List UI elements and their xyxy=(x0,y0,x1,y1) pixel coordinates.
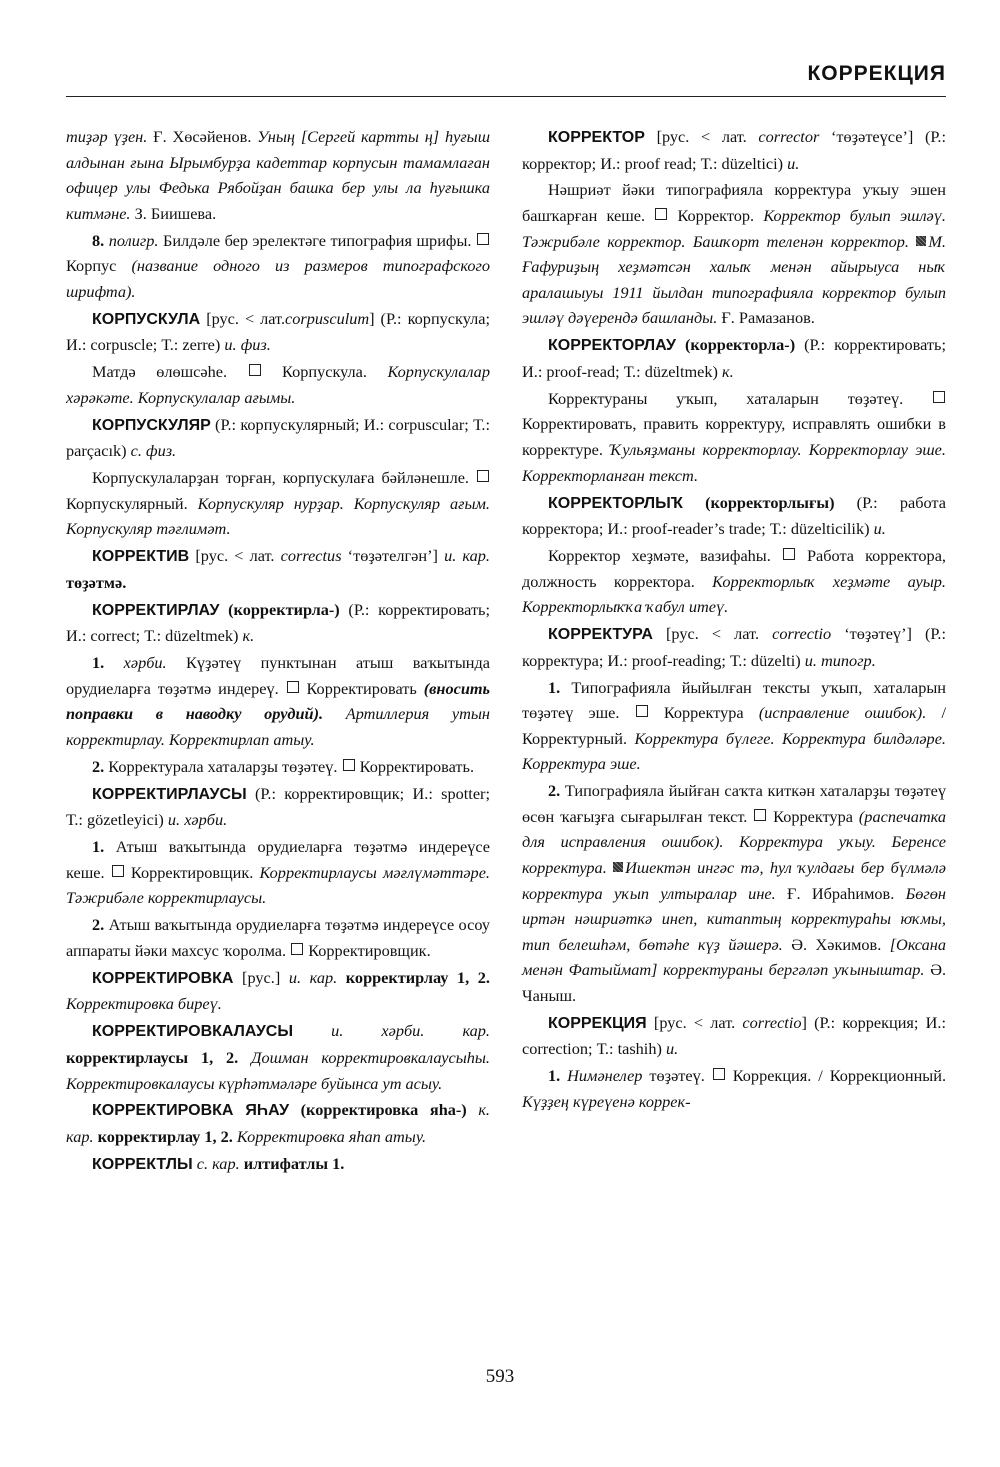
domain-label: хәрби. xyxy=(123,653,167,673)
running-head: КОРРЕКЦИЯ xyxy=(807,62,946,85)
translation-square-icon xyxy=(343,759,355,771)
definition: Күҙәтеү пунктынан атыш ваҡытында орудиеларға төҙәтмә индереү. xyxy=(66,653,490,698)
stem-form: (корректирла-) xyxy=(228,599,340,619)
translation-note: (исправление ошибок). xyxy=(758,703,927,723)
entry-heading-paragraph xyxy=(66,1097,490,1149)
definition: Нәшриәт йәки типографияла корректура уҡыу эшен башҡарған кеше. xyxy=(522,180,946,226)
headword: КОРРЕКТИРЛАУСЫ xyxy=(92,785,247,803)
sense-paragraph xyxy=(522,1063,946,1114)
equivalents: ‘төҙәтеү’] (Р.: корректура; И.: proof-reading; Т.: düzelti) xyxy=(522,624,947,670)
translation-square-icon xyxy=(636,705,648,717)
literary-quote-icon xyxy=(916,236,926,246)
cross-reference: корректирлау 1, 2. xyxy=(97,1127,233,1147)
etymon: correctus xyxy=(280,546,342,566)
translation-square-icon xyxy=(713,1068,725,1080)
translation: Корректировать xyxy=(306,678,417,698)
etymon: corpusculum xyxy=(285,308,370,328)
translation-square-icon xyxy=(291,943,303,955)
sense-number: 2. xyxy=(548,781,561,801)
entry-heading-paragraph xyxy=(522,490,946,542)
citation-author: Ә. Хәкимов. xyxy=(791,934,882,954)
headword: КОРРЕКТИРОВКАЛАУСЫ xyxy=(92,1023,293,1041)
definition-paragraph xyxy=(522,386,946,488)
translation-note: (название одного из размеров типографского шрифта). xyxy=(66,256,490,301)
sense-number: 1. xyxy=(548,677,561,697)
sense-number: 2. xyxy=(92,756,105,776)
entry-heading-paragraph xyxy=(522,124,946,176)
page-number: 593 xyxy=(485,1366,515,1387)
translation: Корректор. xyxy=(677,206,755,226)
etymology: [рус. < лат. xyxy=(206,308,286,328)
headword: КОРПУСКУЛЯР xyxy=(92,416,211,434)
quote-text: Бөгөн иртән нәшриәткә инеп, китаптың корректураһы юҡмы, тип белешһәм, бөтәһе күҙ йәшерә. xyxy=(522,883,946,954)
stem-form: (корректорла-) xyxy=(684,335,796,355)
grammar-label: и. xyxy=(787,153,800,173)
grammar-label: и. xyxy=(873,519,886,539)
cross-reference: илтифатлы 1. xyxy=(243,1153,345,1173)
translation: Корректировщик. xyxy=(130,862,254,882)
entry-heading-paragraph xyxy=(66,306,490,358)
example-text: Корпускулалар хәрәкәте. Корпускулалар ағымы. xyxy=(66,362,490,407)
sense-paragraph xyxy=(66,650,490,752)
citation-author: Ғ. Ибраһимов. xyxy=(787,883,895,903)
grammar-label: и. xyxy=(665,1039,679,1059)
definition: Корректураны уҡып, хаталарын төҙәтеү. xyxy=(548,388,904,408)
grammar-label: к. xyxy=(242,626,255,646)
entry-heading-paragraph xyxy=(66,412,490,464)
example-text: Корректировка биреү. xyxy=(66,994,222,1014)
definition: Атыш ваҡытында орудиеларға төҙәтмә индереүсе осоу аппараты йәки махсус ҡоролма. xyxy=(66,915,490,960)
headword: КОРРЕКТОР xyxy=(548,129,645,146)
example-text: Корректор булып эшләү. Тәжрибәле корректор. Башҡорт теленән корректор. xyxy=(522,206,946,251)
headword: КОРРЕКТИРОВКА ЯҺАУ xyxy=(92,1102,290,1120)
left-column xyxy=(66,124,490,1179)
headword: КОРРЕКТИРЛАУ xyxy=(92,601,220,619)
entry-heading-paragraph xyxy=(66,1018,490,1096)
sense-paragraph xyxy=(522,778,946,1008)
definition: Типографияла йыйылған тексты уҡып, хаталарын төҙәтеү эше. xyxy=(522,677,946,723)
grammar-label: и. хәрби. кар. xyxy=(331,1021,491,1041)
translation-square-icon xyxy=(933,391,945,403)
cross-reference: төҙәтмә. xyxy=(66,572,127,592)
entry-heading-paragraph xyxy=(66,965,490,1017)
definition: Атыш ваҡытында орудиеларға төҙәтмә индереүсе кеше. xyxy=(66,837,490,882)
citation-author: Ә. Чаныш. xyxy=(522,960,947,1005)
derived-translation: / Корректурный. xyxy=(522,703,947,748)
definition: Типографияла йыйған саҡта киткән хаталарҙы төҙәтеү өсөн ҡағыҙға сығарылған текст. xyxy=(522,781,946,826)
translation: Работа корректора, должность корректора. xyxy=(522,545,946,591)
stem-form: (корректировка яһа-) xyxy=(300,1100,467,1120)
example-text: Күҙҙең күреүенә коррек- xyxy=(522,1091,691,1111)
sense-number: 2. xyxy=(92,915,105,935)
etymology: [рус. < лат. xyxy=(195,546,275,566)
sense-paragraph xyxy=(66,834,490,911)
grammar-label: с. кар. xyxy=(196,1153,240,1173)
definition: Билдәле бер эрелектәге типография шрифы. xyxy=(163,230,472,250)
example-text: Корректорлыҡ хеҙмәте ауыр. Корректорлыҡҡа ҡабул итеү. xyxy=(522,571,946,617)
sense-number: 8. xyxy=(92,230,105,250)
example-text: Корректура бүлеге. Корректура билдәләре. Корректура эше. xyxy=(522,728,946,774)
headword: КОРРЕКТИРОВКА xyxy=(92,969,234,987)
domain-label: полигр. xyxy=(108,230,159,250)
sense-number: 1. xyxy=(92,653,105,673)
example-text: Корпускуляр нурҙар. Корпускуляр ағым. Корпускуляр тәғлимәт. xyxy=(66,493,490,539)
grammar-label: и. хәрби. xyxy=(167,810,228,830)
grammar-label: с. физ. xyxy=(130,441,177,461)
definition-paragraph xyxy=(522,543,946,620)
definition-paragraph xyxy=(522,177,946,331)
translation: Корпускулярный. xyxy=(66,493,188,513)
equivalents: (Р.: корпускулярный; И.: corpuscular; Т.: parçacık) xyxy=(66,414,490,461)
definition: Корректор хеҙмәте, вазифаһы. xyxy=(548,545,771,565)
headword: КОРРЕКТОРЛЫҠ xyxy=(548,494,683,512)
entry-heading-paragraph xyxy=(66,543,490,595)
translation: Корректировщик. xyxy=(308,940,431,960)
cross-reference: корректирлау 1, 2. xyxy=(345,967,490,987)
translation: Корректировать, править корректуру, исправлять ошибки в корректуре. xyxy=(522,414,946,460)
citation-author: Ғ. Рамазанов. xyxy=(721,308,815,328)
definition-paragraph xyxy=(66,359,490,410)
translation-square-icon xyxy=(477,470,489,482)
example-text: Ҡульяҙманы корректорлау. Корректорлау эше. Корректорланған текст. xyxy=(522,440,946,485)
entry-heading-paragraph xyxy=(522,621,946,673)
entry-heading-paragraph xyxy=(522,332,946,384)
example-text: Корректура уҡыу. Беренсе корректура. xyxy=(522,832,946,877)
cross-reference: корректирлаусы 1, 2. xyxy=(66,1047,239,1067)
translation: Корректура xyxy=(663,703,744,723)
translation-square-icon xyxy=(287,681,299,693)
sense-number: 1. xyxy=(92,837,105,857)
definition: төҙәтеү. xyxy=(649,1066,705,1086)
translation: Корпус xyxy=(66,256,117,276)
example-text: Корректирлаусы мәғлүмәттәре. Тәжрибәле корректирлаусы. xyxy=(66,862,490,908)
headword: КОРРЕКТОРЛАУ xyxy=(548,337,676,355)
example-text: Уның [Сергей картты ң] һуғыш алдынан ғына Ырымбурҙа кадеттар корпусын тамамлаған офицер улы Федька Рябойҙан башка бер улы ла һуғышка китмәне. xyxy=(66,127,490,223)
entry-heading-paragraph xyxy=(522,1010,946,1062)
equivalents: (Р.: корректировщик; И.: spotter; Т.: gözetleyici) xyxy=(66,783,490,830)
headword: КОРРЕКТЛЫ xyxy=(92,1155,193,1173)
entry-heading-paragraph xyxy=(66,781,490,833)
headword: КОРПУСКУЛА xyxy=(92,310,201,328)
etymon: correctio xyxy=(742,1012,802,1032)
citation-author: З. Биишева. xyxy=(134,203,217,223)
headword: КОРРЕКТИВ xyxy=(92,548,190,566)
translation-square-icon xyxy=(249,364,261,376)
definition-object: Нимәнелер xyxy=(567,1066,643,1086)
definition: Корректурала хаталарҙы төҙәтеү. xyxy=(108,756,338,776)
sense-number: 1. xyxy=(548,1066,561,1086)
quote-text: [Оксана менән Фатыймат] корректураны бергәләп уҡыныштар. xyxy=(522,934,946,980)
literary-quote-icon xyxy=(613,862,623,872)
example-text: Артиллерия утын корректирлау. Корректирлап атыу. xyxy=(66,704,491,750)
equivalents: (Р.: корректировать; И.: proof-read; Т.: düzeltmek) xyxy=(522,335,946,381)
right-column xyxy=(522,124,946,1116)
etymology: [рус.] xyxy=(242,967,281,987)
translation-square-icon xyxy=(783,548,795,560)
grammar-label: и. физ. xyxy=(224,335,271,355)
etymology: [рус. < лат. xyxy=(666,624,760,644)
translation: Корректировать. xyxy=(359,756,475,776)
example-text: Корректировка яһап атыу. xyxy=(236,1127,427,1147)
entry-continuation xyxy=(66,124,490,226)
quote-text: М. Ғафуриҙың хеҙмәтсән халыҡ менән айырыуса ныҡ аралашыуы 1911 йылдан типографияла корректор булып эшләү дәүерендә башланды. xyxy=(522,231,947,328)
headword: КОРРЕКЦИЯ xyxy=(548,1014,647,1032)
translation-note: (распечатка для исправления ошибок). xyxy=(522,806,946,852)
quote-text: Ишектән ингәс тә, һул ҡулдағы бер бүлмәлә корректура уҡып ултыралар ине. xyxy=(522,858,946,903)
translation-square-icon xyxy=(477,233,489,245)
etymology: [рус. < лат. xyxy=(656,127,747,146)
sense-paragraph xyxy=(66,754,490,780)
equivalents: ] (Р.: коррекция; И.: correction; Т.: tashih) xyxy=(522,1012,946,1059)
etymology: [рус. < лат. xyxy=(653,1012,736,1032)
definition-paragraph xyxy=(66,465,490,542)
etymon-gloss: ‘төҙәтелгән’] xyxy=(347,546,438,566)
sense-paragraph xyxy=(66,912,490,963)
entry-heading-paragraph xyxy=(66,1151,490,1178)
sense-paragraph xyxy=(66,228,490,305)
translation-square-icon xyxy=(754,809,766,821)
equivalents: ] (Р.: корпускула; И.: corpuscle; Т.: zerre) xyxy=(66,308,490,355)
example-text: Дошман корректировкалаусыһы. Корректировкалаусы күрһәтмәләре буйынса ут асыу. xyxy=(66,1047,490,1093)
translation-square-icon xyxy=(112,865,124,877)
translation-note: (вносить поправки в наводку орудий). xyxy=(66,678,490,724)
translation-square-icon xyxy=(655,208,667,220)
translation: Корпускула. xyxy=(282,362,367,382)
header-rule xyxy=(66,96,946,97)
grammar-label: и. кар. xyxy=(444,546,490,566)
grammar-label: и. кар. xyxy=(288,967,338,987)
equivalents: (Р.: корректировать; И.: correct; Т.: düzeltmek) xyxy=(66,599,491,646)
stem-form: (корректорлығы) xyxy=(705,492,835,512)
translation: Коррекция. / Коррекционный. xyxy=(732,1066,947,1086)
equivalents: ‘төҙәтеүсе’] (Р.: корректор; И.: proof read; Т.: düzeltici) xyxy=(522,127,946,173)
example-text: тиҙәр үҙен. xyxy=(66,127,148,146)
translation: Корректура xyxy=(773,806,853,826)
headword: КОРРЕКТУРА xyxy=(548,626,653,644)
etymon: correctio xyxy=(772,624,832,644)
entry-heading-paragraph xyxy=(66,597,490,649)
grammar-label: к. кар. xyxy=(66,1100,490,1147)
sense-paragraph xyxy=(522,675,946,777)
definition: Корпускулаларҙан торған, корпускулаға бәйләнешле. xyxy=(92,468,469,488)
equivalents: (Р.: работа корректора; И.: proof-reader’s trade; Т.: düzelticilik) xyxy=(522,492,946,539)
grammar-label: к. xyxy=(722,361,734,381)
citation-author: Ғ. Хөсәйенов. xyxy=(153,127,252,146)
definition: Матдә өлөшсәһе. xyxy=(92,362,228,382)
etymon: corrector xyxy=(758,127,820,146)
grammar-label: и. типогр. xyxy=(804,650,876,670)
